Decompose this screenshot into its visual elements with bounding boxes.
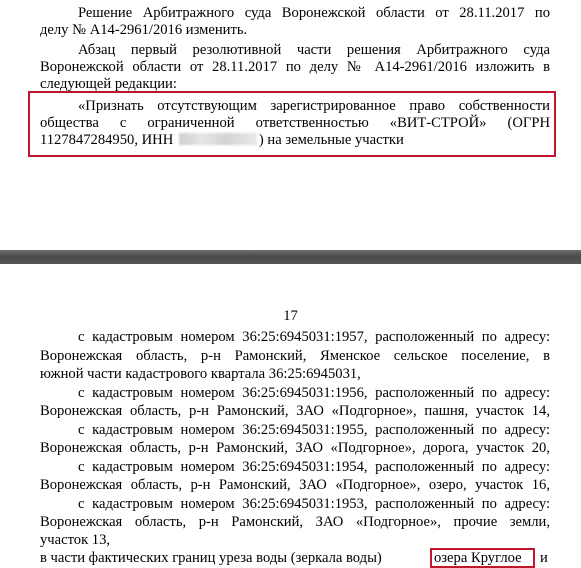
highlight-box-red: [430, 548, 535, 568]
paragraph-line: делу № А14-2961/2016 изменить.: [40, 22, 248, 38]
paragraph-line: Воронежская область, р-н Рамонский, Яменское сельское поселение, в: [40, 348, 550, 364]
document-page-upper: [0, 0, 581, 250]
paragraph-line: в части фактических границ уреза воды (зеркала воды): [40, 550, 382, 566]
quoted-line: общества с ограниченной ответственностью «ВИТ-СТРОЙ» (ОГРН: [40, 115, 550, 131]
paragraph-line: Воронежской области от 28.11.2017 по делу № А14-2961/2016 изложить в: [40, 59, 550, 75]
highlight-box-red: [28, 91, 556, 157]
lake-name-highlighted: озера Круглое: [434, 550, 522, 566]
paragraph-line: Воронежская область, р-н Рамонский, ЗАО «Подгорное», дорога, участок 20,: [40, 440, 550, 456]
paragraph-line: Решение Арбитражного суда Воронежской области от 28.11.2017 по: [78, 5, 550, 21]
ogrn-inn-text: 1127847284950, ИНН: [40, 132, 174, 148]
paragraph-line: Воронежская область, р-н Рамонский, ЗАО «Подгорное», пашня, участок 14,: [40, 403, 550, 419]
page-number: 17: [283, 308, 298, 324]
paragraph-line: с кадастровым номером 36:25:6945031:1955, расположенный по адресу:: [78, 422, 550, 438]
quoted-line: «Признать отсутствующим зарегистрированное право собственности: [78, 98, 550, 114]
paragraph-line: Воронежская область, р-н Рамонский, ЗАО «Подгорное», озеро, участок 16,: [40, 477, 550, 493]
paragraph-line: южной части кадастрового квартала 36:25:6945031,: [40, 366, 361, 382]
paragraph-line: Воронежская область, р-н Рамонский, ЗАО «Подгорное», прочие земли,: [40, 514, 550, 530]
paragraph-line: с кадастровым номером 36:25:6945031:1957, расположенный по адресу:: [78, 329, 550, 345]
paragraph-line: с кадастровым номером 36:25:6945031:1953, расположенный по адресу:: [78, 496, 550, 512]
paragraph-line-end: и: [540, 550, 548, 566]
land-plots-text: ) на земельные участки: [258, 132, 404, 148]
paragraph-line: с кадастровым номером 36:25:6945031:1954, расположенный по адресу:: [78, 459, 550, 475]
paragraph-line: с кадастровым номером 36:25:6945031:1956, расположенный по адресу:: [78, 385, 550, 401]
paragraph-line: участок 13,: [40, 532, 111, 548]
paragraph-line: Абзац первый резолютивной части решения Арбитражного суда: [78, 42, 550, 58]
page-separator: [0, 250, 581, 264]
paragraph-line: следующей редакции:: [40, 76, 177, 92]
